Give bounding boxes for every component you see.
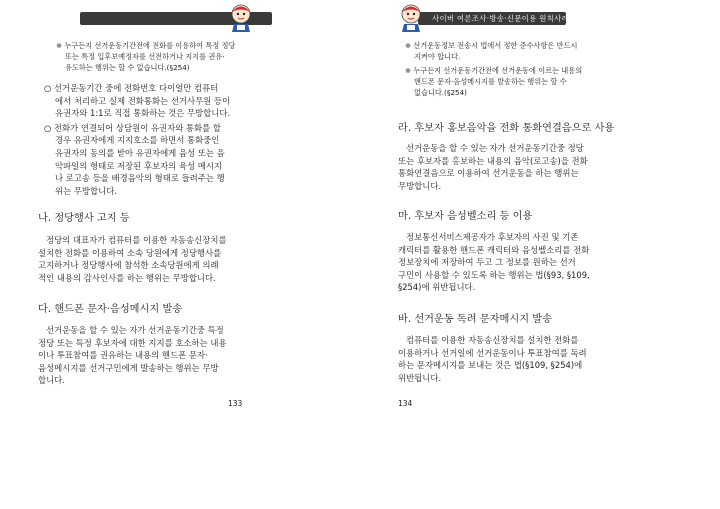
- text-line: 없습니다.(§254): [414, 88, 467, 97]
- text-line: 또는 특정 입후보예정자를 선전하거나 지지를 권유·: [65, 52, 225, 61]
- section-heading: 바. 선거운동 독려 문자메시지 발송: [398, 314, 552, 325]
- section-body: [398, 142, 588, 192]
- text-line: 또는 후보자를 홍보하는 내용의 음악(로고송)을 전화: [398, 155, 588, 166]
- section-heading: 마. 후보자 음성벨소리 등 이용: [398, 211, 533, 222]
- text-line: 경우 유권자에게 지지호소를 하면서 통화중인: [55, 135, 220, 146]
- page-number: 134: [398, 399, 413, 408]
- text-line: 무방합니다.: [398, 180, 442, 191]
- text-line: 정당 또는 특정 후보자에 대한 지지를 호소하는 내용: [38, 337, 227, 348]
- text-line: 유권자의 동의를 받아 유권자에게 음성 또는 음: [55, 147, 225, 158]
- text-line: 악파일의 형태로 저장된 후보자의 육성 메시지: [55, 160, 223, 171]
- section-heading: 다. 핸드폰 문자·음성메시지 발송: [38, 304, 183, 315]
- text-line: 선거운동을 할 수 있는 자가 선거운동기간중 특정: [46, 325, 224, 335]
- text-line: 컴퓨터를 이용한 자동송신장치를 설치한 전화를: [406, 335, 579, 345]
- text-line: 구민이 사용할 수 있도록 하는 행위는 법(§93, §109,: [398, 269, 590, 280]
- section-body: [38, 234, 227, 284]
- text-line: 통화연결음으로 이용하여 선거운동을 하는 행위는: [398, 168, 579, 179]
- text-line: 정보장치에 저장하여 두고 그 정보를 원하는 선거: [398, 257, 576, 268]
- right-note-block: [405, 40, 582, 98]
- text-line: 캐릭터를 활용한 핸드폰 캐릭터와 음성벨소리를 전화: [398, 244, 590, 255]
- text-line: 설치한 전화를 이용하여 소속 당원에게 정당행사를: [38, 247, 222, 258]
- left-note-block: [56, 40, 235, 73]
- right-header-title: 사이버 여론조사·방송·신문이용 원칙사례: [432, 14, 569, 23]
- text-line: 선거운동을 할 수 있는 자가 선거운동기간중 정당: [406, 143, 584, 153]
- text-line: 하는 문자메시지를 보내는 것은 법(§109, §254)에: [398, 360, 583, 371]
- text-line: 정보통신서비스제공자가 후보자의 사진 및 기존: [406, 232, 579, 242]
- text-line: 이나 투표참여를 권유하는 내용의 핸드폰 문자·: [38, 350, 208, 361]
- section-heading: 나. 정당행사 고지 등: [38, 213, 130, 224]
- page-number: 133: [228, 399, 243, 408]
- left-bullet-block: [44, 82, 230, 197]
- text-line: 적인 내용의 감사인사를 하는 행위는 무방합니다.: [38, 272, 216, 283]
- section-body: [398, 231, 590, 294]
- text-line: 에서 처리하고 실제 전화통화는 선거사무원 등이: [55, 95, 231, 106]
- text-line: ※ 누구든지 선거운동기간전에 전화를 이용하여 특정 정당: [56, 41, 236, 50]
- section-body: [398, 334, 587, 384]
- text-line: 핸드폰 문자·음성메시지를 발송하는 행위는 할 수: [414, 77, 567, 86]
- left-header-title: 사이버 여론조사·방송·신문이용 원칙사례: [88, 2, 225, 11]
- text-line: 지켜야 합니다.: [414, 52, 461, 61]
- text-line: 위는 무방합니다.: [55, 185, 117, 196]
- text-line: 합니다.: [38, 375, 65, 386]
- text-line: ○ 선거운동기간 중에 전화번호 다이얼만 컴퓨터: [44, 83, 219, 93]
- text-line: 이용하거나 선거일에 선거운동이나 투표참여를 독려: [398, 347, 587, 358]
- text-line: 정당의 대표자가 컴퓨터를 이용한 자동송신장치를: [46, 235, 227, 245]
- mascot-character-icon: [228, 3, 254, 33]
- text-line: 고지하거나 정당행사에 참석한 소속당원에게 의례: [38, 260, 219, 271]
- text-line: 음성메시지를 선거구민에게 발송하는 행위는 무방: [38, 362, 219, 373]
- section-body: [38, 324, 227, 387]
- text-line: ※ 누구든지 선거운동기간전에 선거운동에 이르는 내용의: [405, 66, 583, 75]
- text-line: 유도하는 행위는 할 수 없습니다.(§254): [65, 63, 190, 72]
- text-line: §254)에 위반됩니다.: [398, 282, 476, 293]
- text-line: ※ 선거운동정보 전송시 법에서 정한 준수사항은 반드시: [405, 41, 578, 50]
- text-line: 유권자와 1:1로 직접 통화하는 것은 무방합니다.: [55, 108, 231, 119]
- mascot-character-icon: [398, 3, 424, 33]
- text-line: 위반됩니다.: [398, 372, 442, 383]
- section-heading: 라. 후보자 홍보음악을 전화 통화연결음으로 사용: [398, 123, 615, 134]
- text-line: 나 로고송 등을 배경음악의 형태로 들려주는 행: [55, 173, 225, 184]
- text-line: ○ 전화가 연결되어 상담원이 유권자와 통화를 할: [44, 122, 221, 133]
